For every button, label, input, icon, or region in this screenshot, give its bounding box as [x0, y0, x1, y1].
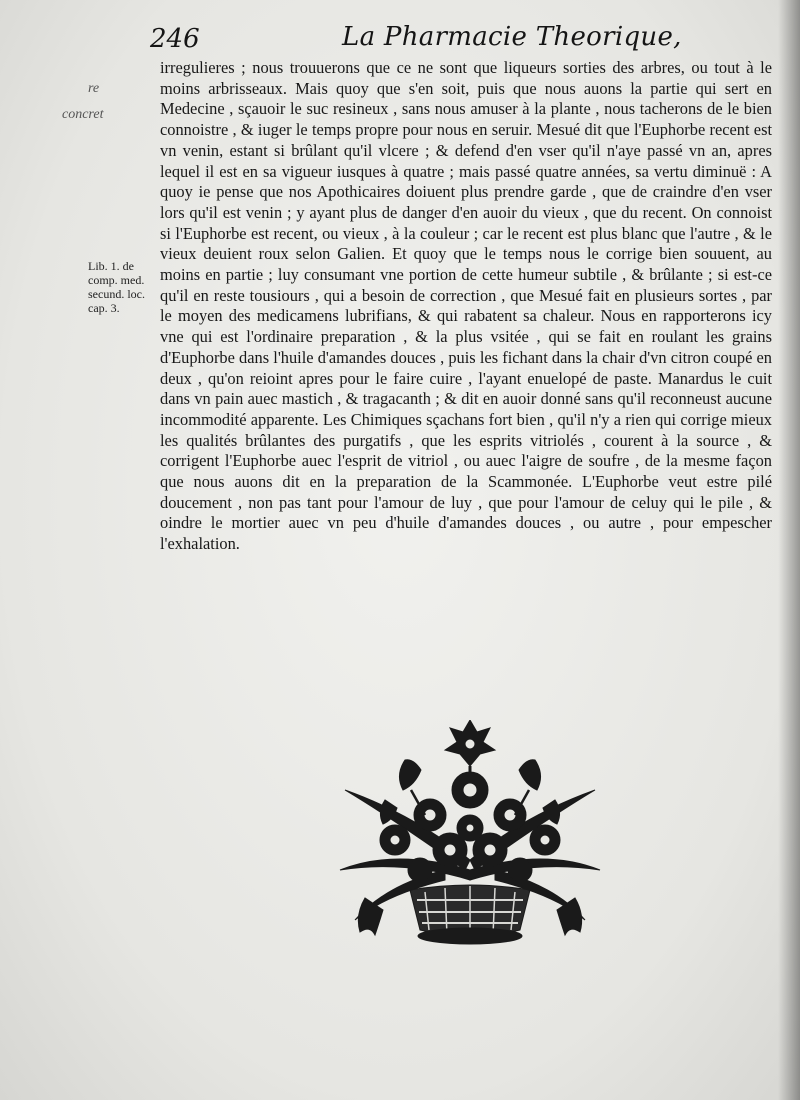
margin-scribble: re	[88, 81, 100, 96]
flower-basket-woodcut-icon	[325, 720, 615, 950]
page-gutter-shadow	[778, 0, 800, 1100]
body-paragraph: irregulieres ; nous trouuerons que ce ne sont que liqueurs sorties des arbres, ou tout à le moins arbrisseaux. Mais quoy que s'en soit, puis que nous auons la partie qui sert en Medecine , sçauoir le suc resineux , sans nous amuser à la plante , nous tacherons de le bien connoistre , & iuger le temps propre pour nous en seruir. Mesué dit que l'Euphorbe recent est vn venin, estant si brûlant qu'il vlcere ; & defend d'en vser qu'il n'aye passé vn an, apres lequel il est en sa vigueur iusques à quatre ; mais passé quatre années, sa vertu diminuë : A quoy ie pense que nos Apothicaires doiuent plus prendre garde , que de craindre d'en vser lors qu'il est venin ; y ayant plus de danger d'en auoir du vieux , que du recent. On connoist si l'Euphorbe est recent, ou vieux , à la couleur ; car le recent est plus blanc que l'autre , & le vieux deuient roux selon Galien. Et quoy que le temps nous le corrige bien souuent, au moins en partie ; luy consumant vne portion de cette humeur subtile , & brûlante ; si est-ce qu'il en reste tousiours , qui a besoin de correction , que Mesué fait en plusieurs sortes , par le moyen des medicamens lubrifians, & qui rabatent sa chaleur. Nous en rapporterons icy vne qui est l'ordinaire preparation , & la plus vsitée , qui se fait en roulant les grains d'Euphorbe dans l'huile d'amandes douces , puis les fichant dans la chair d'vn citron coupé en deux , qu'on reioint apres pour le faire cuire , l'ayant enuelopé de paste. Manardus le cuit dans vn pain auec mastich , & tragacanth ; & dit en auoir donné sans qu'il reconneust aucune incommodité apparente. Les Chimiques sçachans fort bien , qu'il n'y a rien qui corrige mieux les qualités brûlantes des purgatifs , que les esprits vitriolés , courent à la source , & corrigent l'Euphorbe auec l'esprit de vitriol , ou auec l'aigre de soufre , de la mesme façon que nous auons dit en la preparation de la Scammonée. L'Euphorbe veut estre pilé doucement , non pas tant pour l'amour de luy , que pour l'amour de celuy qui le pile , & oindre le mortier auec vn peu d'huile d'amandes douces , ou autre , pour empescher l'exhalation.	[160, 58, 772, 554]
margin-reference-line: comp. med.	[88, 273, 145, 287]
margin-reference-line: Lib. 1. de	[88, 259, 134, 273]
margin-reference-line: cap. 3.	[88, 301, 120, 315]
page-number: 246	[150, 24, 200, 54]
body-text-block	[160, 58, 772, 555]
page-header	[0, 22, 800, 58]
margin-scribble-concret: concret	[62, 107, 104, 122]
margin-reference-line: secund. loc.	[88, 287, 145, 301]
margin-reference	[88, 259, 168, 315]
running-title: La Pharmacie Theorique,	[342, 22, 682, 52]
